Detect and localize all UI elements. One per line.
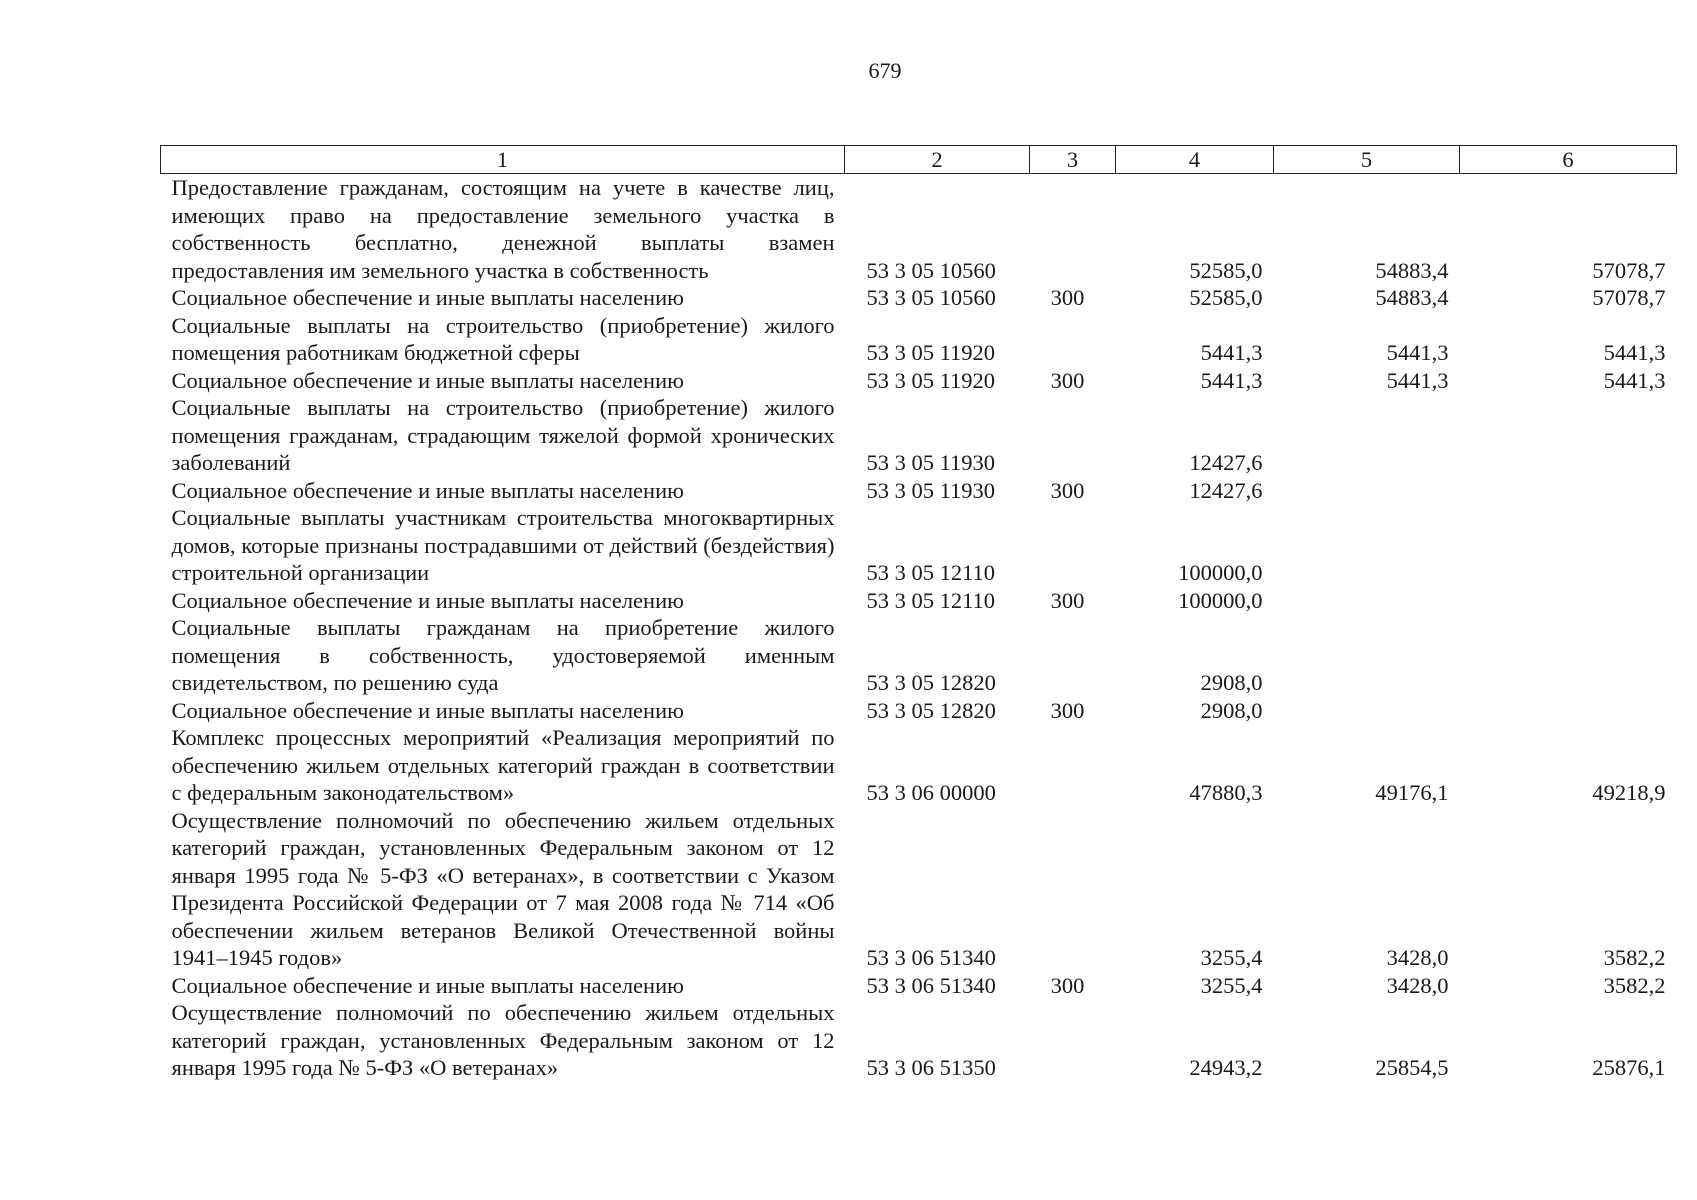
row-expense-type-cell: 300 [1050,367,1085,393]
row-value-col6-cell: 5441,3 [1603,340,1666,365]
row-name-cell: Социальные выплаты на строительство (приобретение) жилого помещения гражданам, страдающим тяжелой формой хронических заболеваний [171,395,835,475]
row-value-col4-cell: 5441,3 [1200,340,1263,365]
row-expense-type-cell [1030,394,1116,477]
row-value-col4-cell: 12427,6 [1189,450,1263,475]
row-value-col5-cell: 54883,4 [1375,285,1449,310]
row-value-col4-cell: 52585,0 [1189,257,1263,283]
row-value-col6-cell: 57078,7 [1592,257,1666,283]
row-value-col5-cell [1274,614,1460,697]
row-code-cell: 53 3 05 12110 [866,587,996,613]
table-row [161,477,1677,505]
row-value-col5-cell: 25854,5 [1375,1055,1449,1080]
table-row [161,312,1677,367]
row-value-col4-cell: 24943,2 [1189,1055,1263,1080]
row-code-cell: 53 3 05 11920 [866,340,996,365]
header-col-5: 5 [1274,146,1460,174]
row-code-cell: 53 3 06 00000 [866,780,996,805]
row-expense-type-cell: 300 [1050,477,1085,503]
row-value-col5-cell: 3428,0 [1386,972,1449,998]
table-row [161,972,1677,1000]
header-col-1: 1 [161,146,845,174]
table-row [161,284,1677,312]
row-code-cell: 53 3 05 12110 [866,560,996,585]
row-value-col6-cell: 3582,2 [1603,972,1666,998]
row-name-cell: Социальные выплаты гражданам на приобретение жилого помещения в собственность, удостоверяемой именным свидетельством, по решению суда [171,615,835,695]
row-value-col6-cell [1460,504,1677,587]
row-value-col4-cell: 3255,4 [1200,972,1263,998]
row-name-cell: Социальные выплаты на строительство (приобретение) жилого помещения работникам бюджетной сферы [171,312,835,365]
row-expense-type-cell [1030,807,1116,972]
row-value-col5-cell: 54883,4 [1375,257,1449,283]
row-value-col5-cell [1274,394,1460,477]
row-code-cell: 53 3 05 10560 [866,257,996,283]
row-value-col4-cell: 2908,0 [1200,670,1263,695]
row-name-cell: Социальное обеспечение и иные выплаты населению [171,972,684,998]
table-row [161,504,1677,587]
row-value-col5-cell: 3428,0 [1386,945,1449,970]
row-expense-type-cell: 300 [1050,587,1085,613]
header-col-6: 6 [1460,146,1677,174]
row-value-col6-cell [1460,477,1677,505]
row-code-cell: 53 3 05 11920 [866,367,996,393]
row-name-cell: Комплекс процессных мероприятий «Реализация мероприятий по обеспечению жильем отдельных категорий граждан в соответствии с федеральным законодательством» [171,725,835,805]
table-row [161,587,1677,615]
header-col-3: 3 [1030,146,1116,174]
row-value-col4-cell: 3255,4 [1200,945,1263,970]
table-row [161,999,1677,1082]
table-row [161,807,1677,972]
row-code-cell: 53 3 06 51340 [866,945,996,970]
row-code-cell: 53 3 06 51350 [866,1055,996,1080]
row-value-col6-cell: 49218,9 [1592,780,1666,805]
header-col-4: 4 [1116,146,1274,174]
row-value-col6-cell [1460,587,1677,615]
row-expense-type-cell [1030,724,1116,807]
row-name-cell: Осуществление полномочий по обеспечению жильем отдельных категорий граждан, установленных Федеральным законом от 12 января 1995 года № 5-ФЗ «О ветеранах», в соответствии с Указом Президента Российской Федерации от 7 мая 2008 года № 714 «Об обеспечении жильем ветеранов Великой Отечественной войны 1941–1945 годов» [171,807,835,970]
row-expense-type-cell [1030,999,1116,1082]
table-body [161,174,1677,1082]
row-value-col5-cell: 49176,1 [1375,780,1449,805]
row-value-col6-cell [1460,394,1677,477]
row-expense-type-cell [1030,312,1116,367]
row-value-col6-cell: 3582,2 [1603,945,1666,970]
row-value-col4-cell: 100000,0 [1178,587,1263,613]
row-code-cell: 53 3 05 11930 [866,450,996,475]
row-value-col5-cell [1274,697,1460,725]
row-code-cell: 53 3 06 51340 [866,972,996,998]
table-row [161,724,1677,807]
row-value-col5-cell: 5441,3 [1386,340,1449,365]
budget-table [160,145,1677,1082]
row-expense-type-cell: 300 [1050,285,1085,310]
row-value-col5-cell [1274,504,1460,587]
row-value-col4-cell: 52585,0 [1189,285,1263,310]
row-value-col4-cell: 12427,6 [1189,477,1263,503]
row-code-cell: 53 3 05 12820 [866,697,996,723]
row-expense-type-cell [1030,504,1116,587]
row-name-cell: Социальное обеспечение и иные выплаты населению [171,697,684,723]
row-name-cell: Социальное обеспечение и иные выплаты населению [171,587,684,613]
row-code-cell: 53 3 05 11930 [866,477,996,503]
table-row [161,394,1677,477]
row-expense-type-cell [1030,174,1116,285]
row-value-col6-cell: 57078,7 [1592,285,1666,310]
row-expense-type-cell [1030,614,1116,697]
row-code-cell: 53 3 05 12820 [866,670,996,695]
row-expense-type-cell: 300 [1050,972,1085,998]
page-number: 679 [868,58,902,83]
row-value-col4-cell: 2908,0 [1200,697,1263,723]
row-code-cell: 53 3 05 10560 [866,285,996,310]
row-value-col5-cell [1274,587,1460,615]
row-value-col6-cell [1460,697,1677,725]
row-value-col4-cell: 5441,3 [1200,367,1263,393]
table-row [161,174,1677,285]
row-value-col6-cell [1460,614,1677,697]
row-value-col4-cell: 47880,3 [1189,780,1263,805]
row-name-cell: Социальное обеспечение и иные выплаты населению [171,285,684,310]
row-name-cell: Социальное обеспечение и иные выплаты населению [171,367,684,393]
row-name-cell: Социальные выплаты участникам строительства многоквартирных домов, которые признаны пострадавшими от действий (бездействия) строительной организации [171,505,835,585]
row-value-col6-cell: 5441,3 [1603,367,1666,393]
row-name-cell: Предоставление гражданам, состоящим на учете в качестве лиц, имеющих право на предоставление земельного участка в собственность бесплатно, денежной выплаты взамен предоставления им земельного участка в собственность [171,175,835,283]
row-expense-type-cell: 300 [1050,697,1085,723]
row-value-col5-cell [1274,477,1460,505]
row-value-col4-cell: 100000,0 [1178,560,1263,585]
table-header-row [161,146,1677,174]
row-name-cell: Социальное обеспечение и иные выплаты населению [171,477,684,503]
table-row [161,697,1677,725]
row-value-col6-cell: 25876,1 [1592,1055,1666,1080]
header-col-2: 2 [845,146,1030,174]
row-name-cell: Осуществление полномочий по обеспечению жильем отдельных категорий граждан, установленных Федеральным законом от 12 января 1995 года № 5-ФЗ «О ветеранах» [171,1000,835,1080]
row-value-col5-cell: 5441,3 [1386,367,1449,393]
table-row [161,614,1677,697]
table-row [161,367,1677,395]
